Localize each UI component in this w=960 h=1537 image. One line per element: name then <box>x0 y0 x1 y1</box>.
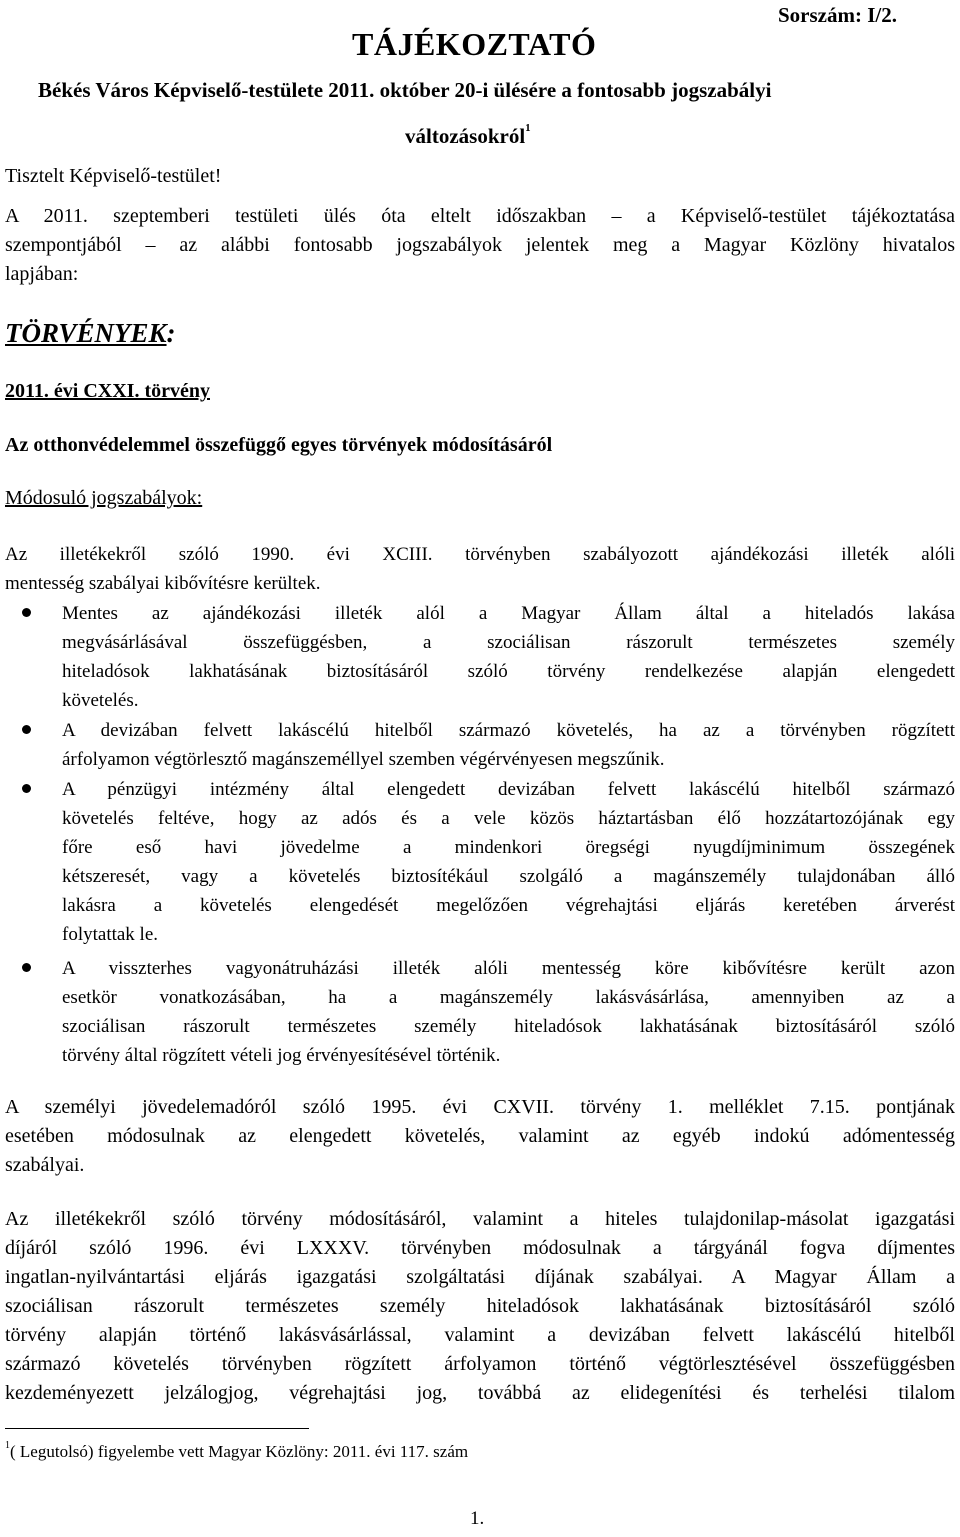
text-line: A pénzügyi intézmény által elengedett devizában felvett lakáscélú hitelből származó <box>62 779 955 800</box>
section-heading <box>5 318 176 349</box>
subtitle-line-2 <box>405 124 531 149</box>
subtitle-line-1: Békés Város Képviselő-testülete 2011. október 20-i ülésére a fontosabb jogszabályi <box>38 78 772 102</box>
footnote-reference: 1 <box>525 122 531 134</box>
paragraph-3 <box>5 1205 955 1408</box>
text-line: törvény által rögzített vételi jog érvényesítésével történik. <box>62 1045 501 1066</box>
footnote-mark: 1 <box>5 1440 10 1451</box>
text-line: esetkör vonatkozásában, ha a magánszemély lakásvásárlása, amennyiben az a <box>62 987 955 1008</box>
intro-paragraph <box>5 202 955 289</box>
text-line: Az illetékekről szóló 1990. évi XCIII. törvényben szabályozott ajándékozási illeték alóli <box>5 544 955 565</box>
text-line: lapjában: <box>5 263 79 285</box>
text-line: díjáról szóló 1996. évi LXXXV. törvényben módosulnak a tárgyánál fogva díjmentes <box>5 1237 955 1259</box>
bullet-item-1 <box>62 599 955 715</box>
bullet-icon <box>22 608 31 617</box>
section-heading-colon: : <box>166 318 176 348</box>
text-line: törvény alapján történő lakásvásárlással, valamint a devizában felvett lakáscélú hitelből <box>5 1324 955 1346</box>
text-line: követelés feltéve, hogy az adós és a vele közös háztartásban élő hozzátartozójának egy <box>62 808 955 829</box>
law-title: Az otthonvédelemmel összefüggő egyes törvények módosításáról <box>5 434 553 456</box>
text-line: szociálisan rászorult természetes személy hiteladósok lakhatásának biztosításáról szóló <box>62 1016 955 1037</box>
text-line: folytattak le. <box>62 924 159 945</box>
text-line: A 2011. szeptemberi testületi ülés óta eltelt időszakban – a Képviselő-testület tájékoztatása <box>5 205 955 227</box>
text-line: szabályai. <box>5 1154 85 1176</box>
section-heading-text: TÖRVÉNYEK <box>5 318 167 348</box>
text-line: lakásra a követelés elengedését megelőzően végrehajtási eljárás keretében árverést <box>62 895 955 916</box>
text-line: származó követelés törvényben rögzített árfolyamon történő végtörlesztésével összefüggésben <box>5 1353 955 1375</box>
text-line: Mentes az ajándékozási illeték alól a Magyar Állam által a hiteladós lakása <box>62 603 955 624</box>
text-line: követelés. <box>62 690 139 711</box>
text-line: A devizában felvett lakáscélú hitelből származó követelés, ha az a törvényben rögzített <box>62 720 955 741</box>
text-line: megvásárlásával összefüggésben, a szociálisan rászorult természetes személy <box>62 632 955 653</box>
bullet-icon <box>22 784 31 793</box>
bullet-item-2 <box>62 716 955 774</box>
bullet-item-3 <box>62 775 955 949</box>
bullet-icon <box>22 725 31 734</box>
page-number: 1. <box>470 1508 485 1529</box>
serial-number: Sorszám: I/2. <box>778 3 897 27</box>
text-line: árfolyamon végtörlesztő magánszeméllyel szemben végérvényesen megszűnik. <box>62 749 665 770</box>
subtitle-text: változásokról <box>405 124 526 148</box>
modified-laws-label: Módosuló jogszabályok: <box>5 487 203 509</box>
paragraph-2 <box>5 1093 955 1180</box>
paragraph-1 <box>5 540 955 598</box>
text-line: Az illetékekről szóló törvény módosításáról, valamint a hiteles tulajdonilap-másolat igazgatási <box>5 1208 955 1230</box>
text-line: kétszeresét, vagy a követelés biztosítékául szolgáló a magánszemély tulajdonában álló <box>62 866 955 887</box>
footnote <box>5 1442 468 1462</box>
text-line: ingatlan-nyilvántartási eljárás igazgatási szolgáltatási díjának szabályai. A Magyar Állam a <box>5 1266 955 1288</box>
text-line: főre eső havi jövedelme a mindenkori öregségi nyugdíjminimum összegének <box>62 837 955 858</box>
text-line: A visszterhes vagyonátruházási illeték alóli mentesség köre kibővítésre került azon <box>62 958 955 979</box>
text-line: A személyi jövedelemadóról szóló 1995. évi CXVII. törvény 1. melléklet 7.15. pontjának <box>5 1096 955 1118</box>
footnote-divider <box>5 1428 309 1429</box>
salutation: Tisztelt Képviselő-testület! <box>5 165 222 187</box>
bullet-icon <box>22 963 31 972</box>
bullet-item-4 <box>62 954 955 1070</box>
text-line: szempontjából – az alábbi fontosabb jogszabályok jelentek meg a Magyar Közlöny hivatalos <box>5 234 955 256</box>
text-line: szociálisan rászorult természetes személy hiteladósok lakhatásának biztosításáról szóló <box>5 1295 955 1317</box>
footnote-text: ( Legutolsó) figyelembe vett Magyar Közlöny: 2011. évi 117. szám <box>10 1442 469 1461</box>
text-line: mentesség szabályai kibővítésre kerültek. <box>5 573 321 594</box>
text-line: kezdeményezett jelzálogjog, végrehajtási jog, továbbá az elidegenítési és terhelési tilalom <box>5 1382 955 1404</box>
law-number: 2011. évi CXXI. törvény <box>5 380 210 402</box>
page-title: TÁJÉKOZTATÓ <box>352 26 597 62</box>
text-line: esetében módosulnak az elengedett követelés, valamint az egyéb indokú adómentesség <box>5 1125 955 1147</box>
text-line: hiteladósok lakhatásának biztosításáról szóló törvény rendelkezése alapján elengedett <box>62 661 955 682</box>
